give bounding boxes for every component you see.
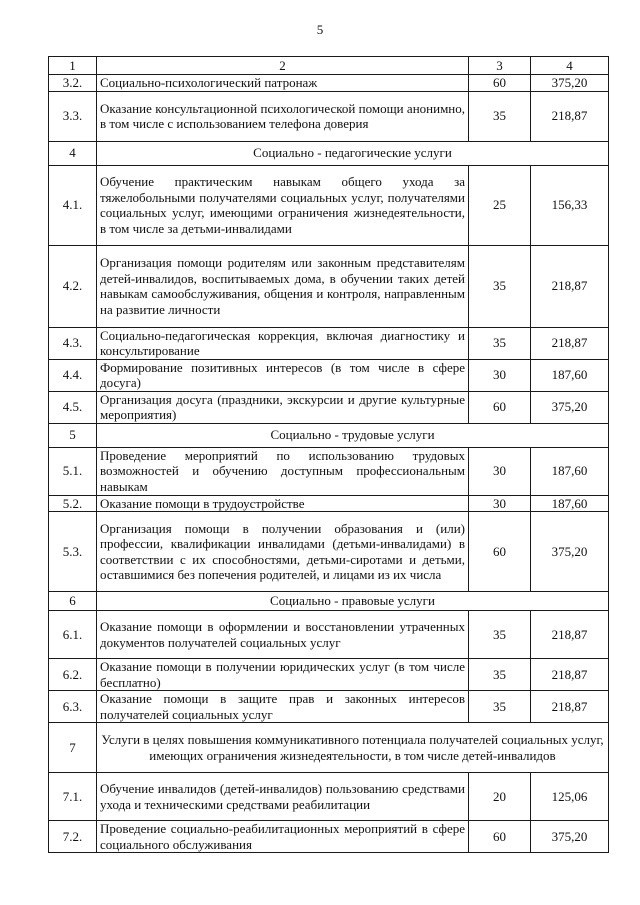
table-row xyxy=(49,773,609,821)
service-quantity: 30 xyxy=(469,495,531,512)
service-price: 218,87 xyxy=(531,691,609,723)
service-description: Социально-педагогическая коррекция, включая диагностику и консультирование xyxy=(97,327,469,359)
service-quantity: 60 xyxy=(469,512,531,592)
row-number: 5.1. xyxy=(49,447,97,495)
service-description: Социально-психологический патронаж xyxy=(97,75,469,92)
header-col-4: 4 xyxy=(531,57,609,75)
table-row xyxy=(49,327,609,359)
table-row xyxy=(49,75,609,92)
section-title: Социально - педагогические услуги xyxy=(97,141,609,165)
table-row xyxy=(49,495,609,512)
service-price: 218,87 xyxy=(531,659,609,691)
service-quantity: 60 xyxy=(469,75,531,92)
service-price: 375,20 xyxy=(531,821,609,853)
service-description: Формирование позитивных интересов (в том числе в сфере досуга) xyxy=(97,359,469,391)
service-price: 187,60 xyxy=(531,447,609,495)
section-title: Социально - правовые услуги xyxy=(97,592,609,611)
header-col-3: 3 xyxy=(469,57,531,75)
section-row xyxy=(49,592,609,611)
service-description: Оказание консультационной психологической помощи анонимно, в том числе с использованием телефона доверия xyxy=(97,91,469,141)
table-row xyxy=(49,659,609,691)
service-description: Организация помощи родителям или законным представителям детей-инвалидов, воспитываемых дома, в обучении таких детей навыкам самообслуживания, общения и контроля, направленным на развитие личности xyxy=(97,245,469,327)
row-number: 4.2. xyxy=(49,245,97,327)
row-number: 7.1. xyxy=(49,773,97,821)
section-row xyxy=(49,141,609,165)
service-quantity: 30 xyxy=(469,447,531,495)
service-description: Проведение мероприятий по использованию трудовых возможностей и обучению доступным профессиональным навыкам xyxy=(97,447,469,495)
header-col-1: 1 xyxy=(49,57,97,75)
service-quantity: 20 xyxy=(469,773,531,821)
service-quantity: 35 xyxy=(469,611,531,659)
service-description: Оказание помощи в получении юридических услуг (в том числе бесплатно) xyxy=(97,659,469,691)
service-quantity: 35 xyxy=(469,91,531,141)
table-row xyxy=(49,691,609,723)
table-row xyxy=(49,391,609,423)
section-title: Услуги в целях повышения коммуникативного потенциала получателей социальных услуг, имеющих ограничения жизнедеятельности, в том числе детей-инвалидов xyxy=(97,723,609,773)
service-price: 218,87 xyxy=(531,327,609,359)
section-number: 6 xyxy=(49,592,97,611)
service-description: Организация помощи в получении образования и (или) профессии, квалификации инвалидами (детьми-инвалидами) в соответствии с их способностями, детьми-сиротами и детьми, оставшимися без попечения родителей, и лицами из их числа xyxy=(97,512,469,592)
service-price: 375,20 xyxy=(531,512,609,592)
row-number: 4.1. xyxy=(49,165,97,245)
table-row xyxy=(49,245,609,327)
header-col-2: 2 xyxy=(97,57,469,75)
service-quantity: 60 xyxy=(469,821,531,853)
service-price: 375,20 xyxy=(531,391,609,423)
section-title: Социально - трудовые услуги xyxy=(97,423,609,447)
service-quantity: 35 xyxy=(469,659,531,691)
table-row xyxy=(49,447,609,495)
services-table xyxy=(48,56,609,853)
service-quantity: 30 xyxy=(469,359,531,391)
service-price: 218,87 xyxy=(531,611,609,659)
row-number: 4.4. xyxy=(49,359,97,391)
service-quantity: 60 xyxy=(469,391,531,423)
service-quantity: 25 xyxy=(469,165,531,245)
service-price: 218,87 xyxy=(531,91,609,141)
row-number: 6.1. xyxy=(49,611,97,659)
table-row xyxy=(49,512,609,592)
section-number: 5 xyxy=(49,423,97,447)
service-description: Оказание помощи в трудоустройстве xyxy=(97,495,469,512)
service-quantity: 35 xyxy=(469,245,531,327)
service-price: 218,87 xyxy=(531,245,609,327)
service-price: 187,60 xyxy=(531,359,609,391)
table-row xyxy=(49,165,609,245)
table-row xyxy=(49,359,609,391)
row-number: 3.3. xyxy=(49,91,97,141)
section-number: 4 xyxy=(49,141,97,165)
page-number: 5 xyxy=(316,22,324,37)
service-description: Проведение социально-реабилитационных мероприятий в сфере социального обслуживания xyxy=(97,821,469,853)
table-row xyxy=(49,91,609,141)
row-number: 6.2. xyxy=(49,659,97,691)
row-number: 7.2. xyxy=(49,821,97,853)
service-description: Организация досуга (праздники, экскурсии и другие культурные мероприятия) xyxy=(97,391,469,423)
service-description: Обучение инвалидов (детей-инвалидов) пользованию средствами ухода и техническими средствами реабилитации xyxy=(97,773,469,821)
section-row xyxy=(49,723,609,773)
service-price: 156,33 xyxy=(531,165,609,245)
service-price: 125,06 xyxy=(531,773,609,821)
row-number: 4.5. xyxy=(49,391,97,423)
table-header-row xyxy=(49,57,609,75)
table-row xyxy=(49,611,609,659)
service-quantity: 35 xyxy=(469,327,531,359)
table-row xyxy=(49,821,609,853)
service-price: 187,60 xyxy=(531,495,609,512)
section-number: 7 xyxy=(49,723,97,773)
service-price: 375,20 xyxy=(531,75,609,92)
row-number: 4.3. xyxy=(49,327,97,359)
row-number: 5.3. xyxy=(49,512,97,592)
service-description: Оказание помощи в защите прав и законных интересов получателей социальных услуг xyxy=(97,691,469,723)
service-description: Обучение практическим навыкам общего ухода за тяжелобольными получателями социальных услуг, получателями социальных услуг, имеющими ограничения жизнедеятельности, в том числе за детьми-инвалидами xyxy=(97,165,469,245)
service-quantity: 35 xyxy=(469,691,531,723)
row-number: 6.3. xyxy=(49,691,97,723)
section-row xyxy=(49,423,609,447)
row-number: 3.2. xyxy=(49,75,97,92)
service-description: Оказание помощи в оформлении и восстановлении утраченных документов получателей социальных услуг xyxy=(97,611,469,659)
row-number: 5.2. xyxy=(49,495,97,512)
